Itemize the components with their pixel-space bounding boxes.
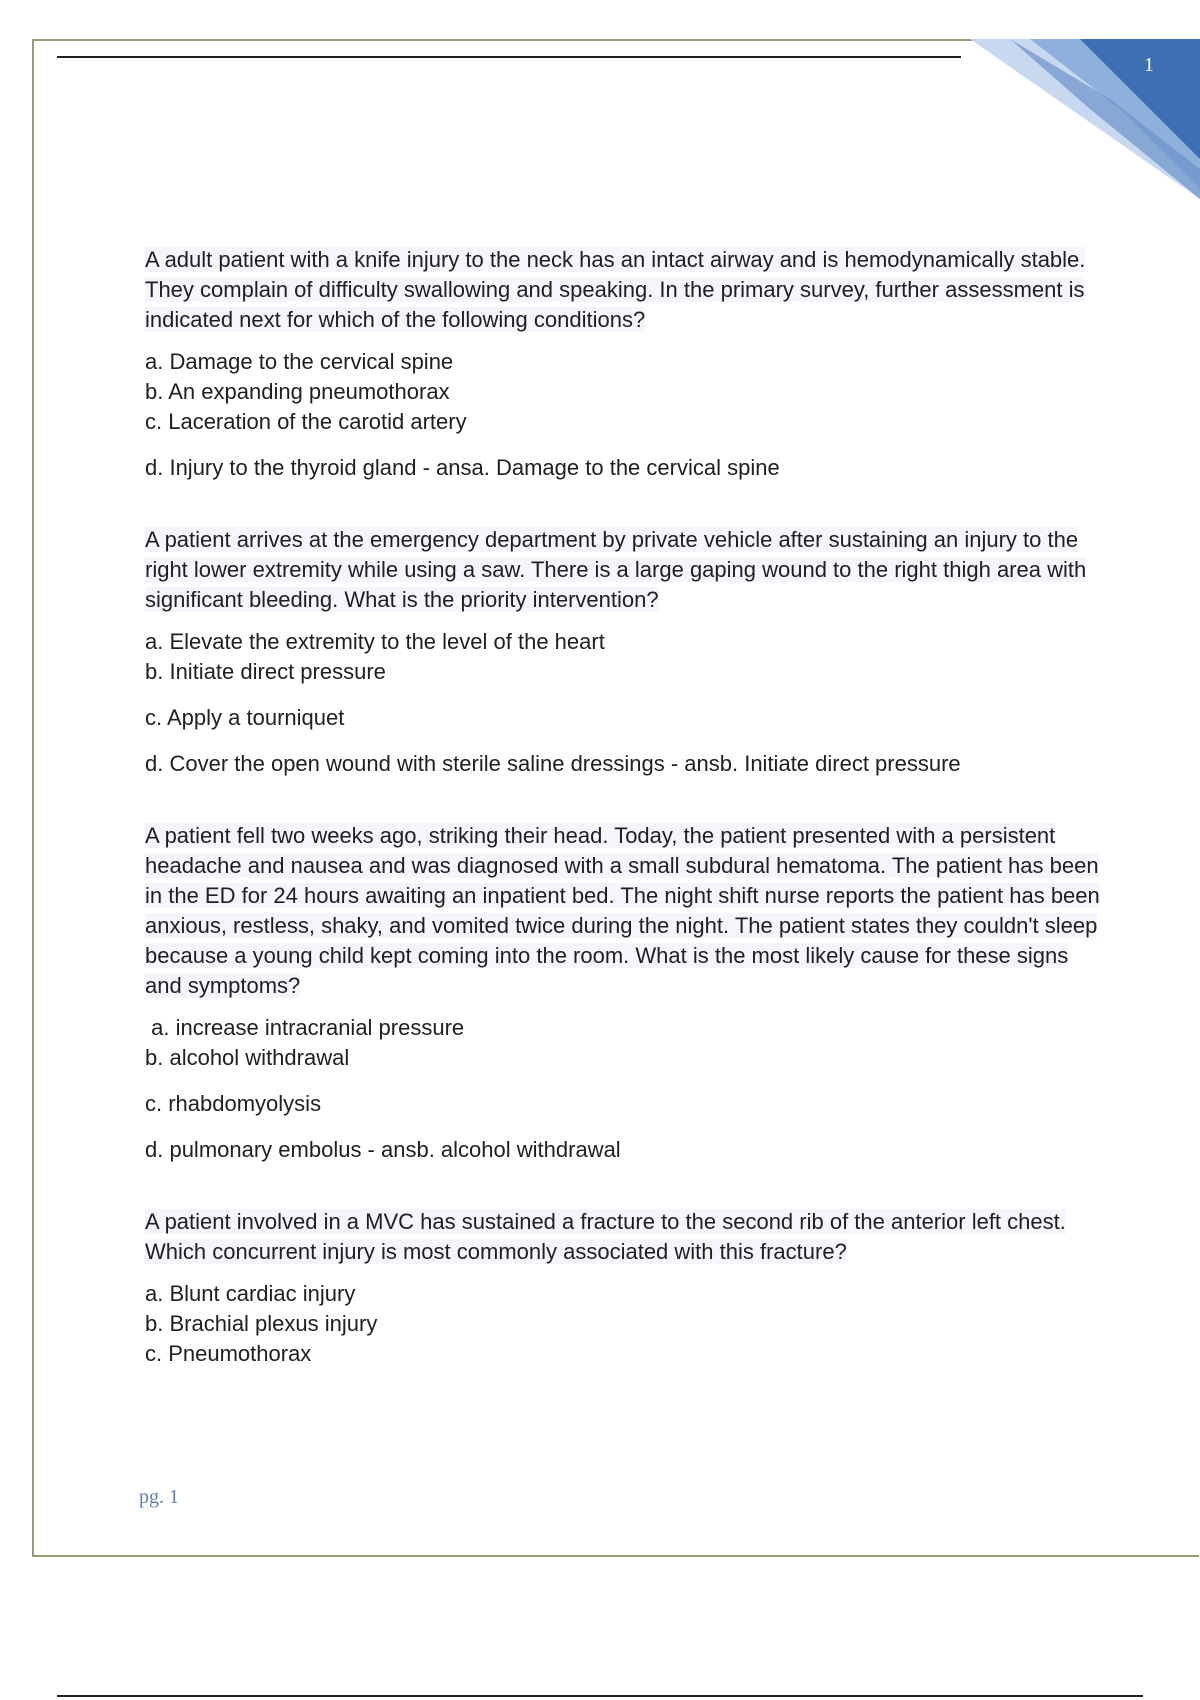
question-stem: A patient arrives at the emergency department by private vehicle after sustaining an injury to the right lower extremity while using a saw. There is a large gaping wound to the right thigh area with significant bleeding. What is the priority intervention? (145, 527, 1087, 612)
option-b: b. Initiate direct pressure (145, 659, 386, 684)
option-b: b. An expanding pneumothorax (145, 379, 450, 404)
option-a: a. Damage to the cervical spine (145, 349, 454, 374)
question-2 (145, 525, 1100, 779)
footer-page-label: pg. 1 (139, 1486, 179, 1508)
option-c: c. Pneumothorax (145, 1341, 312, 1366)
option-d-answer: d. Injury to the thyroid gland - ansa. Damage to the cervical spine (145, 455, 780, 480)
page-number: 1 (1144, 54, 1154, 76)
options-list (145, 627, 1100, 779)
question-4 (145, 1207, 1100, 1369)
option-a: a. Blunt cardiac injury (145, 1281, 356, 1306)
question-stem: A patient involved in a MVC has sustained a fracture to the second rib of the anterior left chest. Which concurrent injury is most commonly associated with this fracture? (145, 1209, 1066, 1264)
option-b: b. Brachial plexus injury (145, 1311, 378, 1336)
option-b: b. alcohol withdrawal (145, 1045, 350, 1070)
question-3 (145, 821, 1100, 1165)
header-rule (57, 56, 961, 58)
option-c: c. rhabdomyolysis (145, 1091, 322, 1116)
options-list (145, 1013, 1100, 1165)
option-a: a. Elevate the extremity to the level of the heart (145, 629, 605, 654)
question-list (145, 245, 1100, 1411)
footer-rule (57, 1695, 1143, 1697)
option-a: a. increase intracranial pressure (145, 1015, 465, 1040)
options-list (145, 1279, 1100, 1369)
option-c: c. Apply a tourniquet (145, 705, 345, 730)
question-stem: A patient fell two weeks ago, striking their head. Today, the patient presented with a persistent headache and nausea and was diagnosed with a small subdural hematoma. The patient has been in the ED for 24 hours awaiting an inpatient bed. The night shift nurse reports the patient has been anxious, restless, shaky, and vomited twice during the night. The patient states they couldn't sleep because a young child kept coming into the room. What is the most likely cause for these signs and symptoms? (145, 823, 1100, 998)
corner-decoration-icon (970, 39, 1200, 199)
option-d-answer: d. Cover the open wound with sterile saline dressings - ansb. Initiate direct pressure (145, 751, 961, 776)
question-1 (145, 245, 1100, 483)
question-stem: A adult patient with a knife injury to the neck has an intact airway and is hemodynamically stable. They complain of difficulty swallowing and speaking. In the primary survey, further assessment is indicated next for which of the following conditions? (145, 247, 1086, 332)
options-list (145, 347, 1100, 483)
option-c: c. Laceration of the carotid artery (145, 409, 467, 434)
option-d-answer: d. pulmonary embolus - ansb. alcohol withdrawal (145, 1137, 621, 1162)
